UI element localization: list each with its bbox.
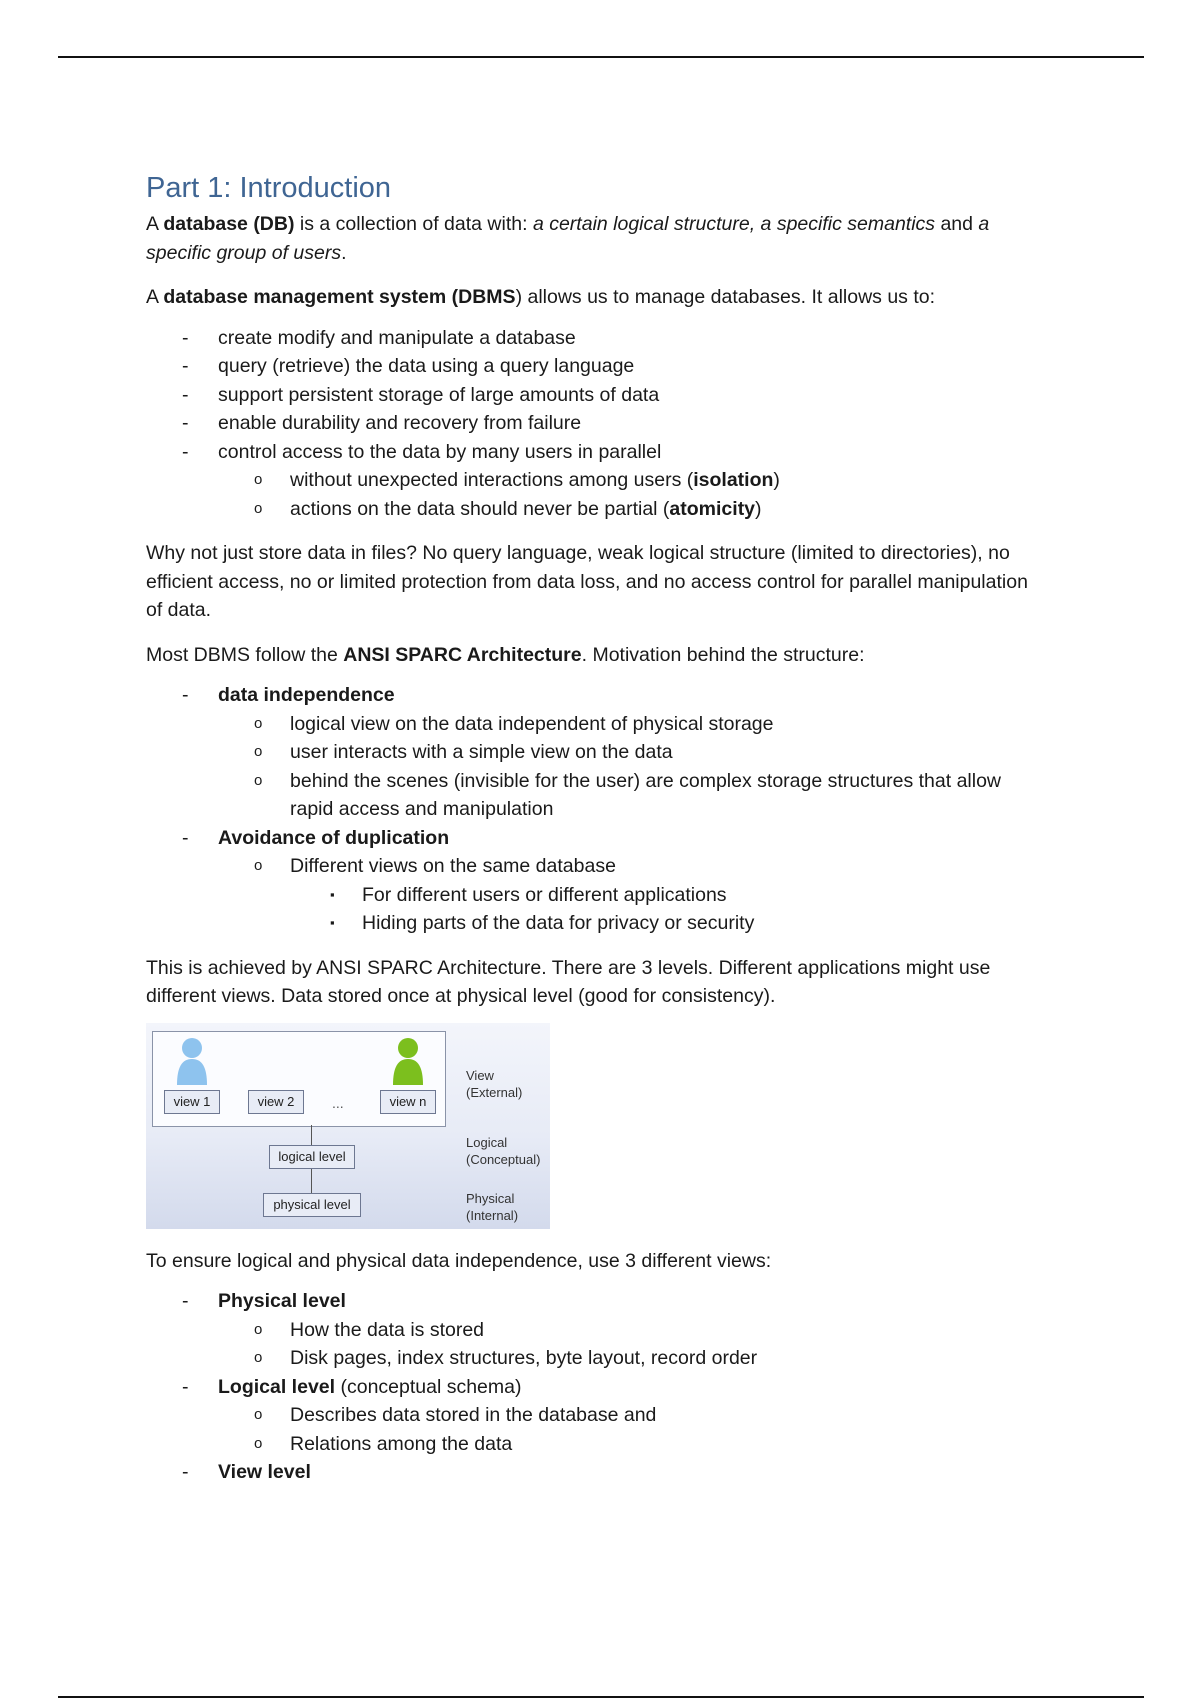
- list-item-text: Different views on the same database: [290, 855, 616, 877]
- dash-bullet: -: [182, 383, 189, 406]
- ansi-sparc-diagram: [146, 1023, 550, 1229]
- list-item: [146, 1287, 1046, 1316]
- label-line: (Conceptual): [466, 1151, 541, 1167]
- paragraph-dbms-definition: [146, 283, 1046, 312]
- circle-bullet: o: [254, 1434, 263, 1452]
- sub-list-item: [146, 466, 1046, 495]
- levels-list: [146, 1287, 1046, 1487]
- view-1-box: view 1: [164, 1090, 220, 1114]
- list-item-text: Describes data stored in the database and: [290, 1404, 657, 1426]
- circle-bullet: o: [254, 1349, 263, 1366]
- ellipsis: ...: [332, 1094, 344, 1111]
- square-bullet: ▪: [330, 886, 335, 902]
- square-bullet: ▪: [330, 915, 335, 930]
- list-item-text: Relations among the data: [290, 1432, 513, 1455]
- user-body: [177, 1059, 207, 1085]
- user-body: [393, 1059, 423, 1085]
- dash-bullet: -: [182, 440, 189, 463]
- emphasis: a specific group of users: [146, 213, 990, 264]
- list-item-text: query (retrieve) the data using a query language: [218, 355, 635, 377]
- text: and: [935, 213, 979, 235]
- term-database: database (DB): [163, 213, 295, 235]
- dash-bullet: -: [182, 355, 189, 377]
- dbms-capabilities-list: [146, 324, 1046, 524]
- text: .: [341, 241, 347, 264]
- view-layer-label: [466, 1067, 522, 1101]
- physical-layer-label: [466, 1190, 518, 1224]
- list-item: [146, 1458, 1046, 1487]
- text: A: [146, 213, 164, 235]
- sub-list-item: [146, 495, 1046, 524]
- text: Most DBMS follow the: [146, 643, 344, 666]
- paragraph-ansi-sparc: [146, 641, 1046, 670]
- logical-level-box: logical level: [269, 1145, 355, 1169]
- dash-bullet: -: [182, 1290, 189, 1312]
- list-item: [146, 438, 1046, 467]
- list-item-heading: Avoidance of duplication: [218, 826, 450, 849]
- paragraph-three-views: To ensure logical and physical data independence, use 3 different views:: [146, 1249, 772, 1272]
- sub-list-item: [146, 1430, 1046, 1459]
- section-heading: Part 1: Introduction: [146, 172, 392, 204]
- circle-bullet: o: [254, 771, 263, 789]
- list-item: [146, 324, 1046, 353]
- logical-layer-label: [466, 1134, 540, 1168]
- list-item-text: control access to the data by many users in parallel: [218, 440, 662, 463]
- sub-list-item: [146, 1401, 1046, 1430]
- circle-bullet: o: [254, 499, 263, 517]
- label-line: View: [466, 1067, 494, 1083]
- sub-sub-list-item: [146, 909, 1046, 938]
- label-line: Logical: [466, 1134, 508, 1150]
- list-item-text: Disk pages, index structures, byte layout, record order: [290, 1347, 758, 1369]
- list-item-heading: data independence: [218, 684, 395, 706]
- text: ): [755, 497, 762, 520]
- circle-bullet: o: [254, 1406, 263, 1423]
- sub-list-item: [146, 710, 1046, 739]
- list-item-text: user interacts with a simple view on the data: [290, 741, 673, 763]
- emphasis: a certain logical structure, a specific semantics: [532, 213, 936, 235]
- label-line: Physical: [466, 1190, 515, 1206]
- physical-level-box: physical level: [263, 1193, 361, 1217]
- list-item: [146, 409, 1046, 438]
- footer-rule: [58, 1696, 1144, 1698]
- view-n-box: view n: [380, 1090, 436, 1114]
- list-item-text: enable durability and recovery from failure: [218, 412, 582, 434]
- list-item-text: logical view on the data independent of physical storage: [290, 712, 774, 735]
- list-item: [146, 381, 1046, 410]
- list-item-text: How the data is stored: [290, 1318, 485, 1341]
- paragraph-database-definition: [146, 210, 1046, 267]
- connector-line: [311, 1169, 312, 1193]
- dash-bullet: -: [182, 1461, 189, 1483]
- list-item-text: support persistent storage of large amounts of data: [218, 383, 660, 406]
- list-item-text: create modify and manipulate a database: [218, 326, 576, 349]
- text: ): [773, 469, 780, 491]
- document-body: [146, 170, 1046, 1503]
- text: actions on the data should never be partial (: [290, 497, 670, 520]
- text: A: [146, 286, 164, 308]
- sub-list-item: [146, 1344, 1046, 1373]
- dash-bullet: -: [182, 1375, 189, 1398]
- circle-bullet: o: [254, 714, 263, 732]
- circle-bullet: o: [254, 857, 263, 874]
- list-item: [146, 681, 1046, 710]
- sub-list-item: [146, 852, 1046, 881]
- sub-sub-list-item: [146, 881, 1046, 910]
- term-isolation: isolation: [693, 469, 774, 491]
- list-item-heading: View level: [218, 1461, 311, 1483]
- sub-list-item: [146, 767, 1046, 824]
- user-icon: [174, 1037, 210, 1087]
- list-item: [146, 1373, 1046, 1402]
- text: without unexpected interactions among users (: [290, 469, 694, 491]
- list-item: [146, 352, 1046, 381]
- term-dbms: database management system (DBMS: [163, 286, 516, 308]
- circle-bullet: o: [254, 743, 263, 760]
- list-item-text: behind the scenes (invisible for the user) are complex storage structures that allow rapid access and manipulation: [290, 769, 1002, 820]
- list-item-text: For different users or different applications: [362, 883, 727, 906]
- architecture-motivation-list: [146, 681, 1046, 938]
- text: . Motivation behind the structure:: [581, 643, 865, 666]
- list-item-text: Hiding parts of the data for privacy or security: [362, 912, 755, 934]
- list-item-heading: Logical level: [218, 1375, 336, 1398]
- paragraph-levels-intro: This is achieved by ANSI SPARC Architecture. There are 3 levels. Different applications might use different views. Data stored once at physical level (good for consistency).: [146, 956, 991, 1007]
- sub-list-item: [146, 738, 1046, 767]
- dash-bullet: -: [182, 326, 189, 349]
- sub-list-item: [146, 1316, 1046, 1345]
- connector-line: [311, 1125, 312, 1145]
- label-line: (External): [466, 1084, 523, 1100]
- list-item-text: (conceptual schema): [335, 1375, 522, 1398]
- view-2-box: view 2: [248, 1090, 304, 1114]
- dash-bullet: -: [182, 684, 189, 706]
- list-item: [146, 824, 1046, 853]
- term-atomicity: atomicity: [669, 497, 756, 520]
- text: ) allows us to manage databases. It allows us to:: [515, 286, 936, 308]
- dash-bullet: -: [182, 826, 189, 849]
- paragraph-why-not-files: Why not just store data in files? No query language, weak logical structure (limited to directories), no efficient access, no or limited protection from data loss, and no access control for parallel manipulation of data.: [146, 542, 1028, 621]
- user-head: [182, 1038, 202, 1058]
- circle-bullet: o: [254, 1320, 263, 1338]
- list-item-heading: Physical level: [218, 1290, 346, 1312]
- text: is a collection of data with:: [294, 213, 533, 235]
- circle-bullet: o: [254, 471, 263, 488]
- term-ansi-sparc: ANSI SPARC Architecture: [343, 643, 582, 666]
- header-rule: [58, 56, 1144, 58]
- user-head: [398, 1038, 418, 1058]
- label-line: (Internal): [466, 1207, 519, 1223]
- user-icon: [390, 1037, 426, 1087]
- dash-bullet: -: [182, 412, 189, 434]
